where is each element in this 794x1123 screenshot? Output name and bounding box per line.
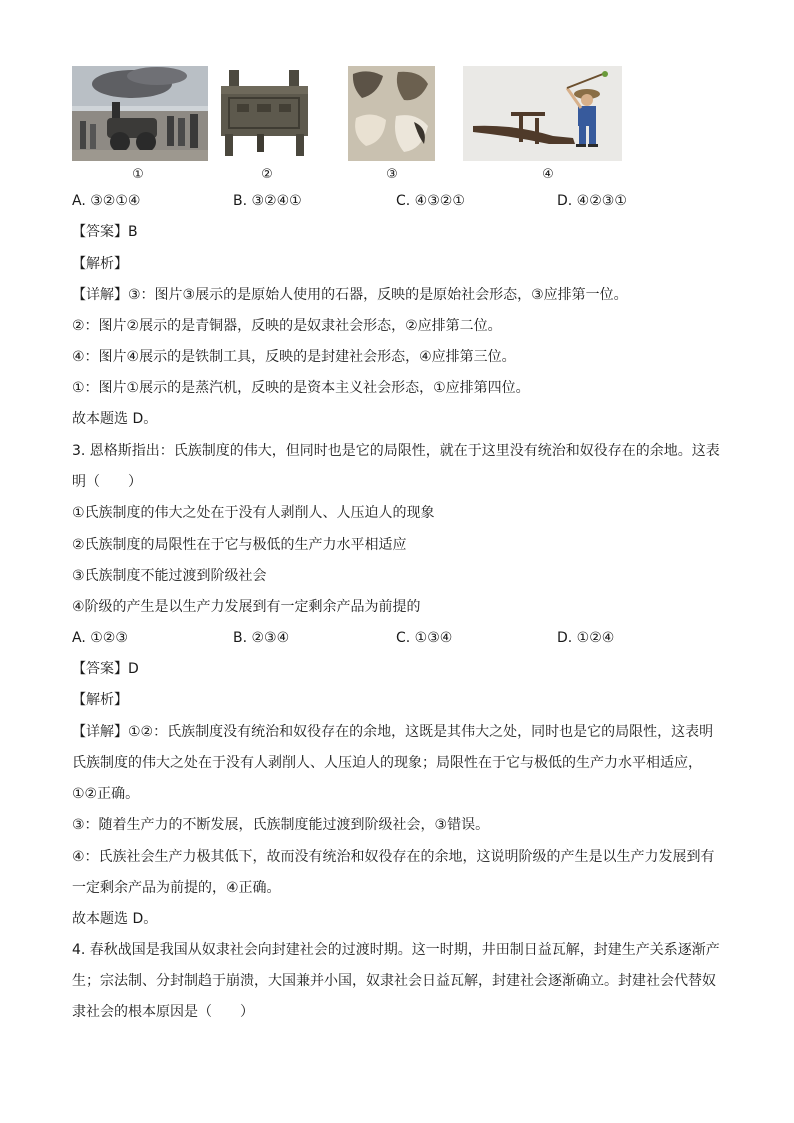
- q3-detail-text-1: ①②：氏族制度没有统治和奴役存在的余地，这既是其伟大之处，同时也是它的局限性，这表明: [128, 724, 714, 740]
- q2-detail-line-4: ①：图片①展示的是蒸汽机，反映的是资本主义社会形态，①应排第四位。: [72, 380, 530, 396]
- q3-statement-4: ④阶级的产生是以生产力发展到有一定剩余产品为前提的: [72, 599, 421, 615]
- iron-plough-image: [463, 66, 622, 161]
- q2-detail-line-2: ②：图片②展示的是青铜器，反映的是奴隶社会形态，②应排第二位。: [72, 318, 502, 334]
- stone-tools-image: [348, 66, 435, 161]
- q4-stem-line-2: 生；宗法制、分封制趋于崩溃，大国兼并小国，奴隶社会日益瓦解，封建社会逐渐确立。封建社会代替奴: [72, 973, 716, 989]
- q3-option-a: A. ①②③: [72, 630, 128, 646]
- q3-detail-line-6: 一定剩余产品为前提的，④正确。: [72, 880, 281, 896]
- q2-option-c: C. ④③②①: [396, 193, 465, 209]
- figure-label-2: ②: [261, 167, 273, 182]
- q3-answer: 【答案】D: [72, 661, 139, 677]
- q2-option-b: B. ③②④①: [233, 193, 302, 209]
- q3-option-b: B. ②③④: [233, 630, 290, 646]
- q2-conclusion: 故本题选 D。: [72, 411, 158, 427]
- q4-stem-line-3: 隶社会的根本原因是（ ）: [72, 1004, 254, 1020]
- q3-detail-line-3: ①②正确。: [72, 786, 140, 802]
- q2-detail-line-1: [72, 285, 628, 305]
- q3-option-d: D. ①②④: [557, 630, 615, 646]
- q3-option-c: C. ①③④: [396, 630, 453, 646]
- q2-analysis-heading: 【解析】: [72, 256, 128, 272]
- q3-stem-line-2: 明（ ）: [72, 474, 142, 490]
- figure-label-1: ①: [132, 167, 144, 182]
- q3-detail-tag: 【详解】: [72, 724, 128, 740]
- figure-label-3: ③: [386, 167, 398, 182]
- q3-conclusion: 故本题选 D。: [72, 911, 158, 927]
- q3-statement-3: ③氏族制度不能过渡到阶级社会: [72, 568, 267, 584]
- figure-label-4: ④: [542, 167, 554, 182]
- q2-option-d: D. ④②③①: [557, 193, 627, 209]
- q3-analysis-heading: 【解析】: [72, 692, 128, 708]
- q4-stem-line-1: 4. 春秋战国是我国从奴隶社会向封建社会的过渡时期。这一时期，井田制日益瓦解，封建生产关系逐渐产: [72, 942, 720, 958]
- q3-detail-line-4: ③：随着生产力的不断发展，氏族制度能过渡到阶级社会，③错误。: [72, 817, 490, 833]
- q2-detail-text-1: ③：图片③展示的是原始人使用的石器，反映的是原始社会形态，③应排第一位。: [128, 287, 628, 303]
- q2-option-a: A. ③②①④: [72, 193, 141, 209]
- q3-detail-line-1: [72, 722, 713, 742]
- q3-detail-line-5: ④：氏族社会生产力极其低下，故而没有统治和奴役存在的余地，这说明阶级的产生是以生产力发展到有: [72, 849, 715, 865]
- q3-statement-2: ②氏族制度的局限性在于它与极低的生产力水平相适应: [72, 537, 407, 553]
- steam-engine-image: [72, 66, 208, 161]
- q2-detail-line-3: ④：图片④展示的是铁制工具，反映的是封建社会形态，④应排第三位。: [72, 349, 516, 365]
- q2-answer: 【答案】B: [72, 224, 138, 240]
- bronze-ding-image: [217, 68, 312, 158]
- q3-detail-line-2: 氏族制度的伟大之处在于没有人剥削人、人压迫人的现象；局限性在于它与极低的生产力水平相适应，: [72, 755, 702, 771]
- q3-statement-1: ①氏族制度的伟大之处在于没有人剥削人、人压迫人的现象: [72, 505, 435, 521]
- q2-detail-tag: 【详解】: [72, 287, 128, 303]
- q3-stem-line-1: 3. 恩格斯指出：氏族制度的伟大，但同时也是它的局限性，就在于这里没有统治和奴役存在的余地。这表: [72, 443, 720, 459]
